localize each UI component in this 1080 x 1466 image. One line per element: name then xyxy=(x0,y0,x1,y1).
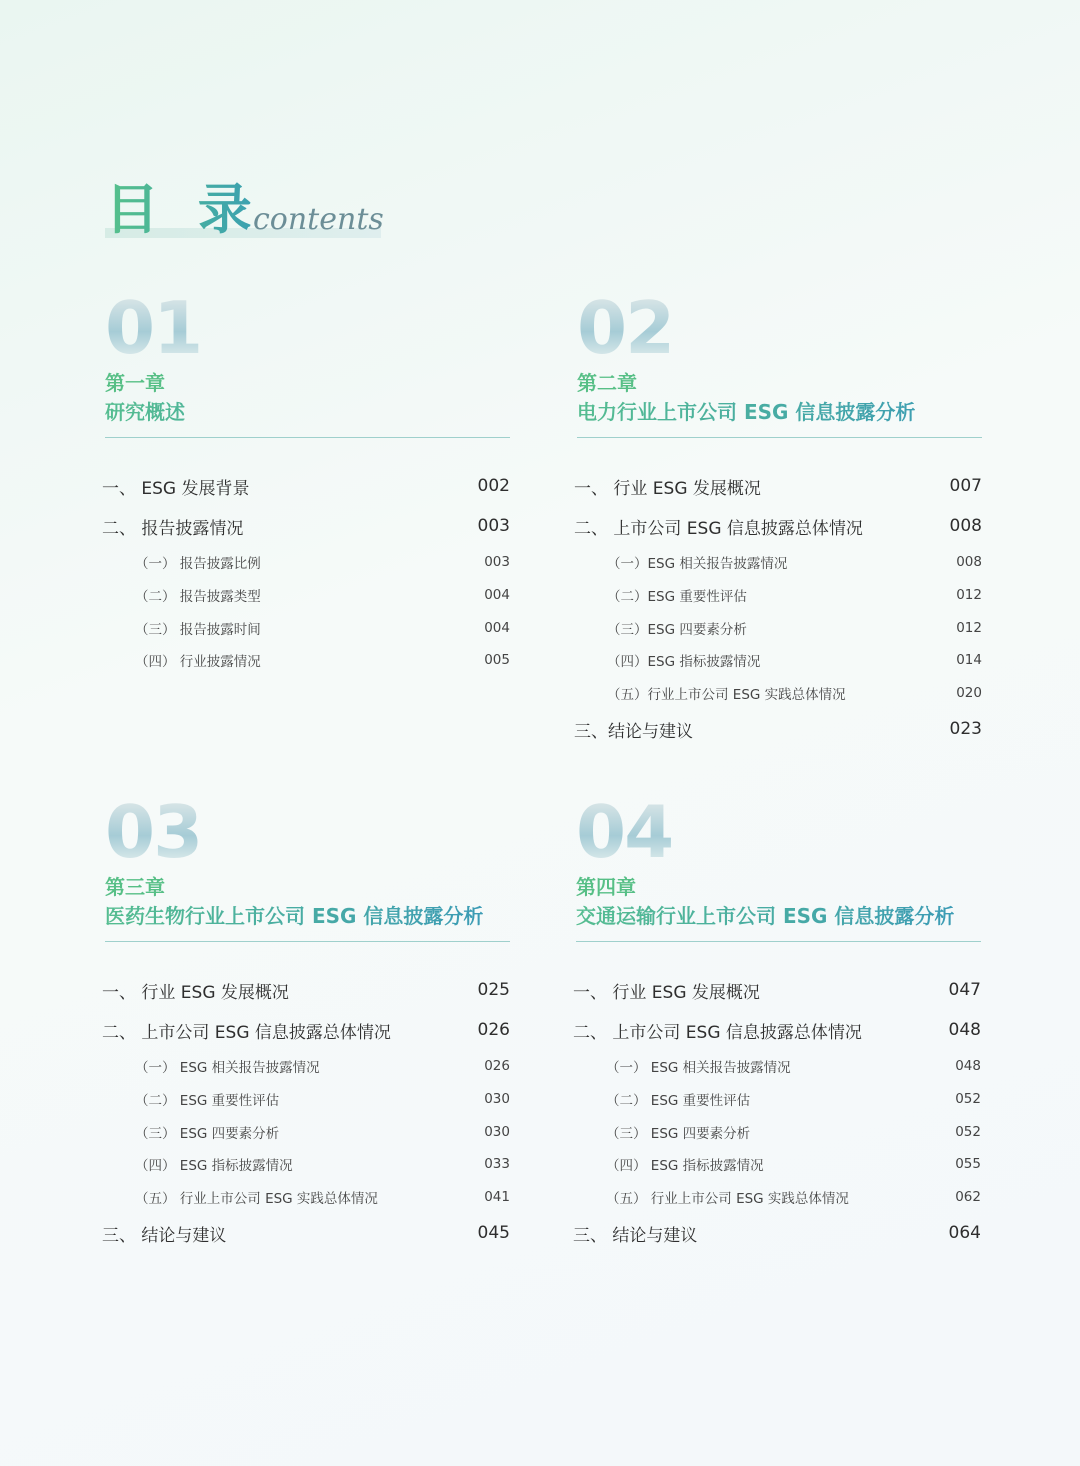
toc-page-number: 026 xyxy=(484,1058,510,1075)
toc-entry[interactable] xyxy=(102,970,510,1010)
toc-title-en: contents xyxy=(253,202,384,237)
toc-page-number: 052 xyxy=(955,1091,981,1108)
toc-entry[interactable] xyxy=(102,466,510,506)
toc-page-number: 012 xyxy=(956,619,982,636)
chapter-number: 01 xyxy=(105,292,510,364)
toc-subentry[interactable] xyxy=(102,611,510,644)
chapter-label: 第四章 xyxy=(576,875,636,899)
chapter-divider xyxy=(577,437,982,438)
chapter-number: 04 xyxy=(576,796,981,868)
toc-entry-text: （三） ESG 四要素分析 xyxy=(606,1125,751,1142)
toc-subentry[interactable] xyxy=(102,1181,510,1214)
toc-page-number: 014 xyxy=(956,652,982,669)
toc-page-number: 048 xyxy=(955,1058,981,1075)
toc-page-number: 030 xyxy=(484,1091,510,1108)
toc-entry-text: （五） 行业上市公司 ESG 实践总体情况 xyxy=(135,1191,378,1208)
toc-page-number: 002 xyxy=(477,476,510,496)
toc-page-number: 052 xyxy=(955,1123,981,1140)
toc-page-number: 041 xyxy=(484,1189,510,1206)
toc-page-number: 064 xyxy=(948,1223,981,1244)
chapter-title: 交通运输行业上市公司 ESG 信息披露分析 xyxy=(576,901,981,931)
toc-page-number: 004 xyxy=(484,587,510,604)
toc-entry[interactable] xyxy=(574,506,982,546)
toc-entry-text: （三） ESG 四要素分析 xyxy=(135,1125,280,1142)
toc-entry-text: （二） ESG 重要性评估 xyxy=(606,1093,751,1110)
toc-subentry[interactable] xyxy=(573,1115,981,1148)
toc-page-number: 008 xyxy=(949,516,982,536)
chapter-divider xyxy=(105,437,510,438)
toc-entry-text: （一） 报告披露比例 xyxy=(135,556,261,573)
toc-page-number: 055 xyxy=(955,1156,981,1173)
toc-subentry[interactable] xyxy=(574,644,982,677)
toc-entry[interactable] xyxy=(573,1213,981,1253)
toc-page-number: 030 xyxy=(484,1123,510,1140)
chapter-title: 电力行业上市公司 ESG 信息披露分析 xyxy=(577,397,982,427)
toc-entry-text: 三、结论与建议 xyxy=(574,721,693,742)
toc-page-number: 026 xyxy=(477,1020,510,1040)
toc-heading xyxy=(105,178,385,242)
chapter-divider xyxy=(576,941,981,942)
toc-page-number: 005 xyxy=(484,652,510,669)
toc-subentry[interactable] xyxy=(573,1083,981,1116)
toc-entry-text: （五） 行业上市公司 ESG 实践总体情况 xyxy=(606,1191,849,1208)
toc-page-number: 048 xyxy=(948,1020,981,1040)
toc-entry-text: 二、 上市公司 ESG 信息披露总体情况 xyxy=(102,1022,391,1043)
toc-entry[interactable] xyxy=(573,1010,981,1050)
toc-entry-text: （一） ESG 相关报告披露情况 xyxy=(135,1060,320,1077)
toc-subentry[interactable] xyxy=(574,677,982,710)
toc-entry-text: 二、 上市公司 ESG 信息披露总体情况 xyxy=(574,518,863,539)
toc-entry-text: （二） 报告披露类型 xyxy=(135,589,261,606)
toc-subentry[interactable] xyxy=(573,1148,981,1181)
toc-subentry[interactable] xyxy=(102,1115,510,1148)
toc-page-number: 007 xyxy=(949,476,982,496)
toc-page-number: 008 xyxy=(956,554,982,571)
toc-entry[interactable] xyxy=(574,466,982,506)
toc-subentry[interactable] xyxy=(574,546,982,579)
toc-entry[interactable] xyxy=(574,709,982,749)
toc-entry-text: 一、 ESG 发展背景 xyxy=(102,478,250,499)
toc-page-number: 033 xyxy=(484,1156,510,1173)
toc-entry[interactable] xyxy=(573,970,981,1010)
toc-entry-text: 一、 行业 ESG 发展概况 xyxy=(102,982,289,1003)
toc-page-number: 003 xyxy=(484,554,510,571)
toc-subentry[interactable] xyxy=(573,1050,981,1083)
toc-subentry[interactable] xyxy=(102,546,510,579)
toc-entry-text: （一）ESG 相关报告披露情况 xyxy=(607,556,788,573)
toc-entry-text: 二、 报告披露情况 xyxy=(102,518,244,539)
toc-page-number: 004 xyxy=(484,619,510,636)
toc-entry-text: （四）ESG 指标披露情况 xyxy=(607,654,761,671)
toc-page-number: 062 xyxy=(955,1189,981,1206)
toc-entry-text: 一、 行业 ESG 发展概况 xyxy=(573,982,760,1003)
toc-subentry[interactable] xyxy=(102,1083,510,1116)
toc-entry-text: （四） 行业披露情况 xyxy=(135,654,261,671)
chapter-title: 医药生物行业上市公司 ESG 信息披露分析 xyxy=(105,901,510,931)
toc-page-number: 047 xyxy=(948,980,981,1000)
toc-entry-text: （二）ESG 重要性评估 xyxy=(607,589,747,606)
toc-entry-text: （四） ESG 指标披露情况 xyxy=(606,1158,764,1175)
toc-subentry[interactable] xyxy=(574,611,982,644)
toc-entry[interactable] xyxy=(102,1213,510,1253)
toc-entry-text: 三、 结论与建议 xyxy=(102,1225,227,1246)
toc-page-number: 045 xyxy=(477,1223,510,1244)
chapter-label: 第一章 xyxy=(105,371,165,395)
toc-title-cn: 目 录 xyxy=(105,178,262,241)
toc-page-number: 020 xyxy=(956,685,982,702)
chapter-number: 03 xyxy=(105,796,510,868)
toc-subentry[interactable] xyxy=(102,1050,510,1083)
toc-entry-text: 一、 行业 ESG 发展概况 xyxy=(574,478,761,499)
toc-entry-text: （四） ESG 指标披露情况 xyxy=(135,1158,293,1175)
toc-entry-text: （三） 报告披露时间 xyxy=(135,621,261,638)
chapter-divider xyxy=(105,941,510,942)
toc-entry-text: 三、 结论与建议 xyxy=(573,1225,698,1246)
toc-page-number: 003 xyxy=(477,516,510,536)
toc-entry[interactable] xyxy=(102,1010,510,1050)
toc-entry-text: （三）ESG 四要素分析 xyxy=(607,621,747,638)
chapter-4 xyxy=(573,790,981,1253)
toc-subentry[interactable] xyxy=(102,644,510,677)
toc-entry-text: （五）行业上市公司 ESG 实践总体情况 xyxy=(607,687,846,704)
toc-subentry[interactable] xyxy=(573,1181,981,1214)
chapter-label: 第三章 xyxy=(105,875,165,899)
toc-page-number: 023 xyxy=(949,719,982,740)
toc-subentry[interactable] xyxy=(102,579,510,612)
toc-entry-text: （一） ESG 相关报告披露情况 xyxy=(606,1060,791,1077)
toc-entry[interactable] xyxy=(102,506,510,546)
toc-entry-text: （二） ESG 重要性评估 xyxy=(135,1093,280,1110)
toc-entry-text: 二、 上市公司 ESG 信息披露总体情况 xyxy=(573,1022,862,1043)
chapter-label: 第二章 xyxy=(577,371,637,395)
toc-page-number: 012 xyxy=(956,587,982,604)
chapter-2 xyxy=(574,286,982,749)
chapter-1 xyxy=(102,286,510,677)
chapter-3 xyxy=(102,790,510,1253)
toc-subentry[interactable] xyxy=(574,579,982,612)
toc-subentry[interactable] xyxy=(102,1148,510,1181)
chapter-number: 02 xyxy=(577,292,982,364)
chapter-title: 研究概述 xyxy=(105,397,510,427)
toc-page-number: 025 xyxy=(477,980,510,1000)
